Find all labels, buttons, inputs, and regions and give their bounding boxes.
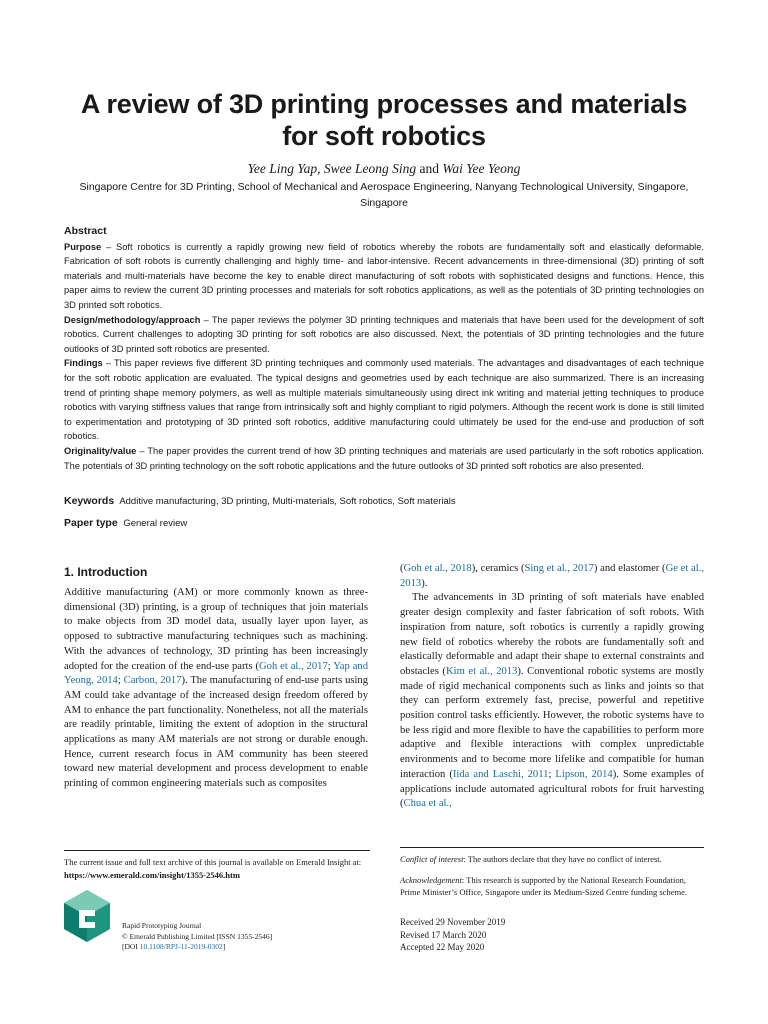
journal-name: Rapid Prototyping Journal [122, 921, 202, 930]
rp1-text-4: ). [421, 577, 428, 589]
journal-availability-note [64, 856, 374, 881]
footnote-divider-right [400, 847, 704, 848]
intro-p1-text-2: ). The manufacturing of end-use parts using AM could take advantage of the increased design freedom offered by AM to enhance the part functionality. Nonetheless, not all the materials are readily printable, limiting the extent of adoption in the structural applications as many AM materials are not strong or durable enough. Hence, current research focus in AM community has been steered toward new material development and process development to enable printing of common engineering materials such as composites [64, 675, 369, 790]
journal-url-link[interactable]: https://www.emerald.com/insight/1355-2546.htm [64, 869, 240, 880]
rp2-text-4: ). Some examples of applications include automated agricultural robots for fruit harvesting ( [400, 768, 704, 810]
acknowledgement [400, 874, 704, 899]
originality-label: Originality/value [64, 445, 137, 456]
authors-part-1: Yee Ling Yap, Swee Leong Sing [247, 161, 417, 176]
abstract-originality [64, 444, 704, 473]
intro-right-paragraph-1 [400, 562, 704, 591]
purpose-label: Purpose [64, 241, 102, 252]
citation-iida-laschi-2011[interactable]: Iida and Laschi, 2011 [452, 768, 549, 780]
conflict-of-interest [400, 853, 704, 866]
abstract-findings [64, 356, 704, 444]
design-text: – The paper reviews the polymer 3D printing techniques and materials that have been used for the development of soft robotics. Current challenges to adopting 3D printing for soft robotics are also discussed. Next, the potentials of 3D printing technologies and the future outlooks of 3D printed soft robotics are presented. [64, 314, 704, 354]
paper-type [64, 517, 187, 529]
rp1-text-1: ( [400, 563, 404, 574]
citation-kim-2013[interactable]: Kim et al., 2013 [445, 665, 518, 677]
intro-left-column [64, 586, 368, 792]
date-received: Received 29 November 2019 [400, 917, 506, 927]
citation-carbon-2017[interactable]: Carbon, 2017 [123, 675, 182, 687]
findings-label: Findings [64, 358, 103, 369]
keywords-label: Keywords [64, 495, 115, 507]
abstract-purpose [64, 240, 704, 313]
journal-info [122, 921, 272, 953]
ack-text: : This research is supported by the National Research Foundation, Prime Minister’s Office, Singapore under its Medium-Sized Centre funding scheme. [400, 874, 687, 897]
citation-lipson-2014[interactable]: Lipson, 2014 [555, 768, 613, 780]
rp2-text-3: ; [548, 768, 556, 780]
emerald-logo-icon [64, 890, 110, 942]
paper-type-label: Paper type [64, 517, 118, 529]
ack-label: Acknowledgement [400, 874, 462, 885]
title-line-2: for soft robotics [282, 121, 486, 151]
date-accepted: Accepted 22 May 2020 [400, 942, 485, 952]
conflict-label: Conflict of interest [400, 854, 464, 864]
findings-text: – This paper reviews five different 3D printing techniques and commonly used materials. The advantages and disadvantages of each technique for the soft robotic application are evaluated. The typical designs and geometries used by each technique are also summarized. There is an increasing trend of printing shape memory polymers, as well as multiple materials simultaneously using direct ink writing and material jetting techniques to produce robotics with varying stiffness values that range from intrinsically soft and highly compliant to rigid polymers. Although the recent work is done is still limited to experimentation and prototyping of 3D printed soft robotics, additive manufacturing could ultimately be used for the end-use and production of soft robotics. [64, 358, 704, 442]
article-dates [400, 916, 505, 954]
intro-p1-text-1: Additive manufacturing (AM) or more commonly known as three-dimensional (3D) printing, is a group of techniques that join materials to make objects from 3D model data, usually layer upon layer, as opposed to subtractive manufacturing techniques such as machining. With the advances of technology, 3D printing has been increasingly adopted for the creation of the end-use parts ( [64, 587, 368, 672]
author-list [40, 161, 728, 177]
date-revised: Revised 17 March 2020 [400, 929, 487, 940]
intro-p1-sep-2: ; [117, 675, 124, 687]
conflict-text: : The authors declare that they have no conflict of interest. [463, 854, 662, 864]
availability-text: The current issue and full text archive of this journal is available on Emerald Insight at: [64, 857, 362, 867]
intro-p1-sep-1: ; [327, 660, 334, 672]
authors-part-2: Wai Yee Yeong [442, 161, 521, 176]
purpose-text: – Soft robotics is currently a rapidly growing new field of robotics whereby the robots are fundamentally soft and elastically deformable. Fabrication of soft robots is currently challenging and highly time- and labor-intensive. Recent advancements in three-dimensional (3D) printing of soft materials and multi-materials have become the key to enable direct manufacturing of soft robots with sophisticated designs and functions. Hence, this paper aims to review the current 3D printing processes and materials for soft robotics applications, as well as the potentials of 3D printing technologies on 3D printed soft robotics. [64, 241, 704, 310]
citation-yap-yeong-2014[interactable]: Yap and Yeong, 2014 [64, 660, 369, 687]
section-heading-introduction: 1. Introduction [64, 565, 148, 579]
journal-copyright: © Emerald Publishing Limited [ISSN 1355-2546] [122, 931, 273, 941]
doi-suffix: ] [222, 942, 226, 951]
keywords-text: Additive manufacturing, 3D printing, Multi-materials, Soft robotics, Soft materials [119, 496, 456, 507]
title-line-1: A review of 3D printing processes and materials [80, 89, 688, 119]
doi-link[interactable]: 10.1108/RPJ-11-2019-0302 [139, 942, 223, 951]
citation-chua[interactable]: Chua et al., [403, 798, 452, 810]
citation-sing-2017[interactable]: Sing et al., 2017 [524, 563, 594, 574]
design-label: Design/methodology/approach [64, 314, 201, 325]
author-notes [400, 853, 704, 899]
rp2-text-1: The advancements in 3D printing of soft materials have enabled greater design complexity and faster fabrication of soft robots. With inspiration from nature, soft robotics is currently a rapidly growing new field of robotics whereby the robots are fundamentally soft and elastically deformable and adapt their shape to external constraints and obstacles ( [400, 592, 704, 677]
citation-goh-2017[interactable]: Goh et al., 2017 [259, 660, 328, 672]
abstract-block [64, 224, 704, 473]
intro-paragraph-1 [64, 586, 368, 792]
authors-and: and [419, 161, 439, 176]
citation-goh-2018[interactable]: Goh et al., 2018 [403, 563, 472, 574]
rp2-text-2: ). Conventional robotic systems are mostly made of rigid mechanical components such as links and joints so that they can perform extremely fast, precise, powerful and repetitive position control tasks efficiently. However, the robotic systems have to be less rigid and more flexible to have the capabilities to perform more adaptive and flexible interactions with complex unpredictable environments and to become more lifelike and compatible for human interaction ( [400, 665, 704, 780]
paper-title [40, 88, 728, 152]
rp1-text-3: ) and elastomer ( [593, 563, 666, 574]
affiliation: Singapore Centre for 3D Printing, School of Mechanical and Aerospace Engineering, Nanyang Technological University, Singapore, Singapore [79, 181, 689, 209]
intro-right-paragraph-2 [400, 591, 704, 812]
citation-ge-2013[interactable]: Ge et al., 2013 [400, 563, 704, 589]
abstract-design [64, 313, 704, 357]
footnote-divider-left [64, 850, 370, 851]
doi-prefix: [DOI [122, 942, 140, 951]
keywords [64, 495, 456, 507]
intro-right-column [400, 562, 704, 812]
journal-doi [122, 942, 272, 953]
rp1-text-2: ), ceramics ( [471, 563, 525, 574]
paper-type-text: General review [123, 518, 188, 529]
originality-text: – The paper provides the current trend of how 3D printing techniques and materials are used particularly in the soft robotics application. The potentials of 3D printing technology on the soft robotic applications and the future outlooks of 3D printed soft robotics are also presented. [64, 445, 704, 471]
abstract-heading: Abstract [64, 225, 107, 237]
